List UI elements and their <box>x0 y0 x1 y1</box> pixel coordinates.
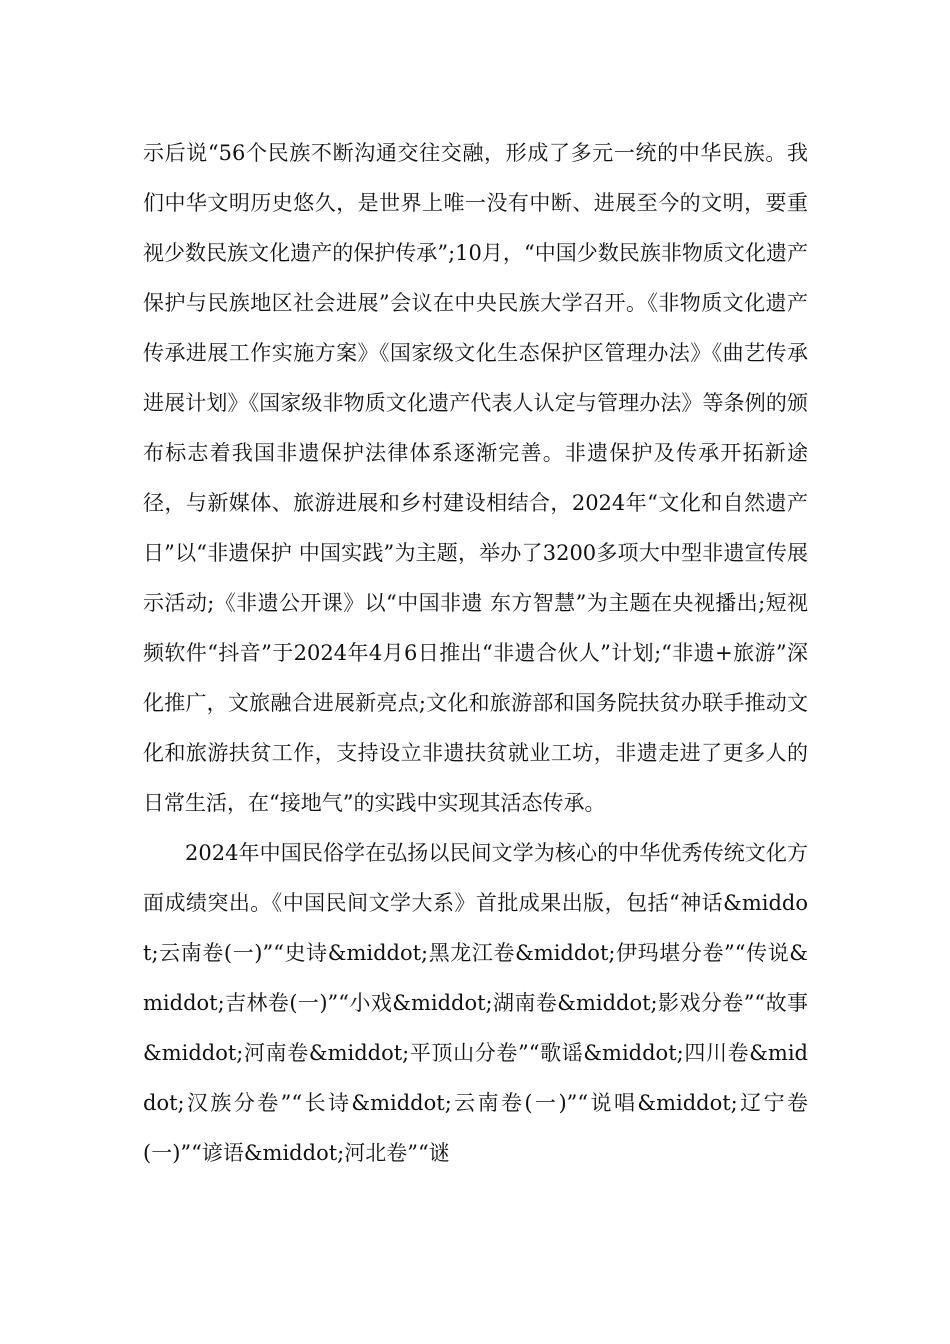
document-body <box>143 128 808 1178</box>
paragraph-folklore-achievements: 2024年中国民俗学在弘扬以民间文学为核心的中华优秀传统文化方面成绩突出。《中国民间文学大系》首批成果出版，包括“神话&middot;云南卷(一)”“史诗&middot;黑龙江卷&middot;伊玛堪分卷”“传说&middot;吉林卷(一)”“小戏&middot;湖南卷&middot;影戏分卷”“故事&middot;河南卷&middot;平顶山分卷”“歌谣&middot;四川卷&middot;汉族分卷”“长诗&middot;云南卷(一)”“说唱&middot;辽宁卷(一)”“谚语&middot;河北卷”“谜 <box>143 841 808 1165</box>
paragraph-continued: 示后说“56个民族不断沟通交往交融，形成了多元一统的中华民族。我们中华文明历史悠久，是世界上唯一没有中断、进展至今的文明，要重视少数民族文化遗产的保护传承”;10月，“中国少数民族非物质文化遗产保护与民族地区社会进展”会议在中央民族大学召开。《非物质文化遗产传承进展工作实施方案》《国家级文化生态保护区管理办法》《曲艺传承进展计划》《国家级非物质文化遗产代表人认定与管理办法》等条例的颁布标志着我国非遗保护法律体系逐渐完善。非遗保护及传承开拓新途径，与新媒体、旅游进展和乡村建设相结合，2024年“文化和自然遗产日”以“非遗保护 中国实践”为主题，举办了3200多项大中型非遗宣传展示活动;《非遗公开课》以“中国非遗 东方智慧”为主题在央视播出;短视频软件“抖音”于2024年4月6日推出“非遗合伙人”计划;“非遗+旅游”深化推广，文旅融合进展新亮点;文化和旅游部和国务院扶贫办联手推动文化和旅游扶贫工作，支持设立非遗扶贫就业工坊，非遗走进了更多人的日常生活，在“接地气”的实践中实现其活态传承。 <box>143 141 808 815</box>
